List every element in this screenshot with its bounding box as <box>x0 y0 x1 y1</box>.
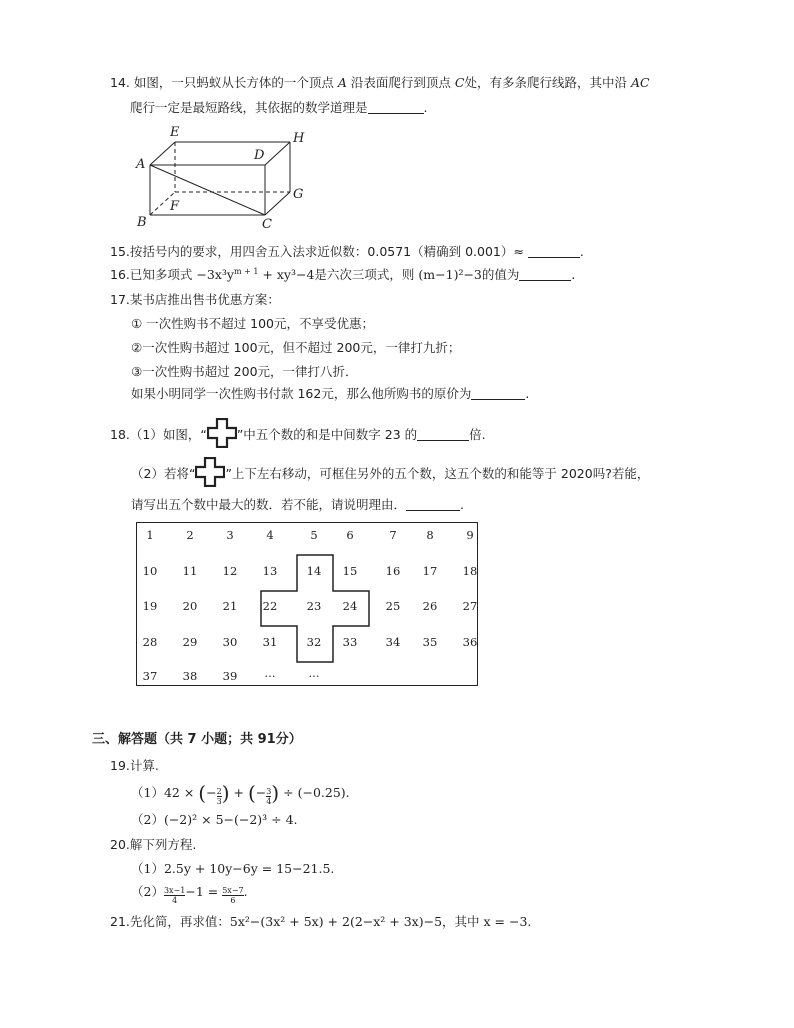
grid-cell: 22 <box>262 599 278 613</box>
grid-cell: 10 <box>142 564 158 578</box>
grid-cell: 21 <box>222 599 238 613</box>
grid-cell: 3 <box>226 528 234 542</box>
answer-blank[interactable] <box>368 101 424 114</box>
cross-shape-icon <box>207 418 237 448</box>
cross-frame <box>137 523 479 687</box>
grid-cell: 29 <box>182 635 198 649</box>
grid-cell: 34 <box>385 635 401 649</box>
grid-cell: 8 <box>426 528 434 542</box>
answer-blank[interactable] <box>471 387 525 400</box>
fraction: $\frac{2}{3}$ <box>216 787 222 806</box>
q19-part1: （1）42 × (− $\frac{2}{3}$ ) + (− $\frac{3}{4}$ ) ÷ (−0.25). <box>131 781 350 806</box>
q21: 21.先化简，再求值：5x²−(3x² + 5x) + 2(2−x² + 3x)−5，其中 x = −3. <box>110 914 532 929</box>
label-H: H <box>293 131 305 146</box>
q17-intro: 17.某书店推出售书优惠方案： <box>110 292 280 307</box>
grid-cell: 4 <box>266 528 274 542</box>
grid-cell: 38 <box>182 669 198 683</box>
label-C: C <box>262 217 272 230</box>
grid-cell: 25 <box>385 599 401 613</box>
grid-cell: 5 <box>310 528 318 542</box>
q20-part2: （2） $\frac{3x-1}{4}$ −1 = $\frac{5x-7}{6}$ . <box>131 884 248 905</box>
grid-cell: 11 <box>182 564 198 578</box>
grid-cell: 36 <box>462 635 478 649</box>
grid-cell: 19 <box>142 599 158 613</box>
section-title: 三、解答题（共 7 小题；共 91分） <box>92 732 302 747</box>
grid-cell: ··· <box>308 669 320 683</box>
label-D: D <box>254 148 265 163</box>
q14-line2: 爬行一定是最短路线，其依据的数学道理是 . <box>130 100 428 115</box>
grid-cell: 24 <box>342 599 358 613</box>
grid-cell: 17 <box>422 564 438 578</box>
fraction: $\frac{5x-7}{6}$ <box>222 886 244 905</box>
grid-cell: 28 <box>142 635 158 649</box>
q17-question: 如果小明同学一次性购书付款 162元，那么他所购书的原价为 . <box>131 386 530 401</box>
grid-cell: 27 <box>462 599 478 613</box>
grid-cell: 37 <box>142 669 158 683</box>
label-A: A <box>136 157 146 172</box>
grid-cell: 31 <box>262 635 278 649</box>
grid-cell: 14 <box>306 564 322 578</box>
q19-title: 19.计算. <box>110 758 159 773</box>
grid-cell: ··· <box>264 669 276 683</box>
number-grid <box>136 522 478 686</box>
grid-cell: 30 <box>222 635 238 649</box>
grid-cell: 26 <box>422 599 438 613</box>
grid-cell: 35 <box>422 635 438 649</box>
answer-blank[interactable] <box>519 268 571 281</box>
grid-cell: 32 <box>306 635 322 649</box>
label-G: G <box>293 187 304 202</box>
fraction: $\frac{3}{4}$ <box>266 787 272 806</box>
grid-cell: 13 <box>262 564 278 578</box>
grid-cell: 9 <box>466 528 474 542</box>
q15: 15.按括号内的要求，用四舍五入法求近似数：0.0571（精确到 0.001）≈ . <box>110 244 584 259</box>
answer-blank[interactable] <box>528 245 580 258</box>
grid-cell: 6 <box>346 528 354 542</box>
grid-cell: 2 <box>186 528 194 542</box>
grid-cell: 15 <box>342 564 358 578</box>
grid-cell: 33 <box>342 635 358 649</box>
q19-part2: （2）(−2)² × 5−(−2)³ ÷ 4. <box>131 812 298 827</box>
grid-cell: 7 <box>389 528 397 542</box>
q17-item-1: ① 一次性购书不超过 100元，不享受优惠； <box>131 316 375 331</box>
q18-part2: （2）若将“ ”上下左右移动，可框住另外的五个数，这五个数的和能等于 2020吗?若能， <box>131 457 649 489</box>
q16: 16.已知多项式 $-3x^3y^{m + 1} + xy^3-4$是六次三项式，则 (m−1)²−3的值为 . <box>110 267 576 282</box>
q18-part2-line2: 请写出五个数中最大的数．若不能，请说明理由． . <box>131 497 464 512</box>
answer-blank[interactable] <box>406 498 460 511</box>
q20-title: 20.解下列方程. <box>110 837 197 852</box>
cuboid-figure <box>130 120 320 230</box>
grid-cell: 16 <box>385 564 401 578</box>
label-B: B <box>137 215 147 230</box>
label-F: F <box>170 199 180 214</box>
grid-cell: 12 <box>222 564 238 578</box>
cross-shape-icon <box>195 457 225 487</box>
q14-line1: 14. 如图，一只蚂蚁从长方体的一个顶点 A 沿表面爬行到顶点 C处，有多条爬行线路，其中沿 AC <box>110 75 650 90</box>
q18-part1: 18.（1）如图，“ ”中五个数的和是中间数字 23 的 倍. <box>110 418 486 450</box>
answer-blank[interactable] <box>417 428 469 441</box>
grid-cell: 20 <box>182 599 198 613</box>
fraction: $\frac{3x-1}{4}$ <box>163 886 186 905</box>
label-E: E <box>170 125 180 140</box>
q17-item-3: ③一次性购书超过 200元，一律打八折． <box>131 364 358 379</box>
q20-part1: （1）2.5y + 10y−6y = 15−21.5. <box>131 861 335 876</box>
grid-cell: 23 <box>306 599 322 613</box>
q17-item-2: ②一次性购书超过 100元，但不超过 200元，一律打九折； <box>131 340 461 355</box>
grid-cell: 1 <box>146 528 154 542</box>
grid-cell: 39 <box>222 669 238 683</box>
grid-cell: 18 <box>462 564 478 578</box>
